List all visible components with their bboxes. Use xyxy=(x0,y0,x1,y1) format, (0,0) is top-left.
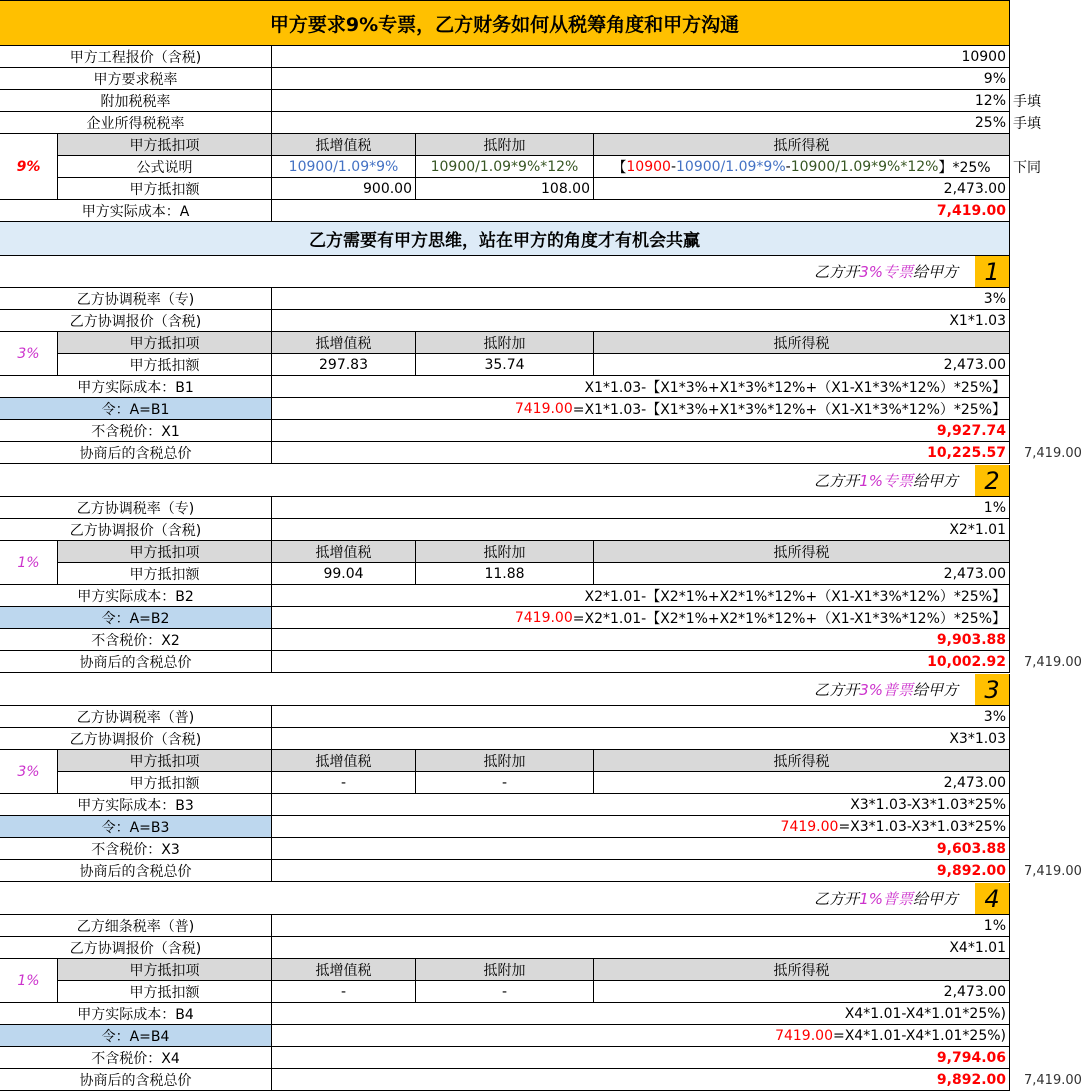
equation-formula xyxy=(272,398,1010,420)
header-surcharge: 抵附加 xyxy=(416,332,594,354)
equation-rest: =X3*1.03-X3*1.03*25% xyxy=(838,818,1006,835)
rate-badge: 1% xyxy=(0,541,58,585)
header-vat: 抵增值税 xyxy=(272,134,416,156)
total-price-label: 协商后的含税总价 xyxy=(0,442,272,464)
amount-surcharge: 11.88 xyxy=(416,563,594,585)
cost-a-value: 7,419.00 xyxy=(272,200,1010,222)
equation-target: 7419.00 xyxy=(775,1027,833,1044)
amount-income-tax: 2,473.00 xyxy=(594,772,1010,794)
coord-price-label: 乙方协调报价（含税) xyxy=(0,519,272,541)
formula-part: - xyxy=(785,158,791,175)
coord-rate-label: 乙方协调税率（专) xyxy=(0,288,272,310)
income-tax-rate-value[interactable]: 25% xyxy=(272,112,1010,134)
net-price-label: 不含税价：X4 xyxy=(0,1047,272,1069)
coord-rate-label: 乙方细条税率（普) xyxy=(0,915,272,937)
formula-part: 10900/1.09*9%*12% xyxy=(790,158,939,175)
net-price-value: 9,603.88 xyxy=(272,838,1010,860)
scenario-number: 4 xyxy=(975,883,1010,915)
required-rate-label: 甲方要求税率 xyxy=(0,68,272,90)
header-vat: 抵增值税 xyxy=(272,332,416,354)
formula-part: 10900 xyxy=(626,158,671,175)
equation-label: 令：A=B1 xyxy=(0,398,272,420)
header-vat: 抵增值税 xyxy=(272,541,416,563)
header-vat: 抵增值税 xyxy=(272,750,416,772)
page-title: 甲方要求9%专票，乙方财务如何从税筹角度和甲方沟通 xyxy=(0,0,1010,46)
header-income-tax: 抵所得税 xyxy=(594,134,1010,156)
deduct-items-label: 甲方抵扣项 xyxy=(58,541,272,563)
header-surcharge: 抵附加 xyxy=(416,750,594,772)
coord-price-label: 乙方协调报价（含税) xyxy=(0,937,272,959)
rate-badge: 3% xyxy=(0,750,58,794)
coord-price-value[interactable]: X3*1.03 xyxy=(272,728,1010,750)
manual-fill-note: 手填 xyxy=(1013,116,1041,132)
header-surcharge: 抵附加 xyxy=(416,959,594,981)
scenario-banner xyxy=(0,465,1010,497)
header-income-tax: 抵所得税 xyxy=(594,541,1010,563)
coord-rate-label: 乙方协调税率（普) xyxy=(0,706,272,728)
banner-prefix: 乙方开 xyxy=(814,890,860,908)
equation-rest: =X1*1.03-【X1*3%+X1*3%*12%+（X1-X1*3%*12%）*25%】 xyxy=(572,401,1006,418)
equation-target: 7419.00 xyxy=(780,818,839,835)
banner-prefix: 乙方开 xyxy=(814,681,860,699)
cost-label: 甲方实际成本：B3 xyxy=(0,794,272,816)
equation-label: 令：A=B2 xyxy=(0,607,272,629)
amount-surcharge: - xyxy=(416,772,594,794)
net-price-value: 9,903.88 xyxy=(272,629,1010,651)
cost-formula: X3*1.03-X3*1.03*25% xyxy=(272,794,1010,816)
equation-formula xyxy=(272,607,1010,629)
scenario-number: 2 xyxy=(975,465,1010,497)
total-price-value: 9,892.00 xyxy=(272,1069,1010,1091)
total-price-label: 协商后的含税总价 xyxy=(0,860,272,882)
header-income-tax: 抵所得税 xyxy=(594,750,1010,772)
same-below-note: 下同 xyxy=(1013,160,1041,176)
side-cost-value: 7,419.00 xyxy=(1024,1072,1082,1088)
formula-part: 【 xyxy=(612,159,627,176)
total-price-label: 协商后的含税总价 xyxy=(0,1069,272,1091)
formula-income xyxy=(594,156,1010,178)
deduct-amount-label: 甲方抵扣额 xyxy=(58,563,272,585)
amount-vat: 900.00 xyxy=(272,178,416,200)
formula-label: 公式说明 xyxy=(58,156,272,178)
side-cost-value: 7,419.00 xyxy=(1024,654,1082,670)
banner-highlight: 1%普票 xyxy=(859,890,913,908)
header-surcharge: 抵附加 xyxy=(416,134,594,156)
deduct-items-label: 甲方抵扣项 xyxy=(58,959,272,981)
amount-vat: - xyxy=(272,981,416,1003)
amount-vat: - xyxy=(272,772,416,794)
scenario-number: 3 xyxy=(975,674,1010,706)
equation-label: 令：A=B3 xyxy=(0,816,272,838)
banner-suffix: 给甲方 xyxy=(912,263,958,281)
coord-price-value[interactable]: X1*1.03 xyxy=(272,310,1010,332)
deduct-amount-label: 甲方抵扣额 xyxy=(58,178,272,200)
amount-surcharge: 108.00 xyxy=(416,178,594,200)
total-price-label: 协商后的含税总价 xyxy=(0,651,272,673)
quote-value[interactable]: 10900 xyxy=(272,46,1010,68)
income-tax-rate-label: 企业所得税税率 xyxy=(0,112,272,134)
equation-rest: =X2*1.01-【X2*1%+X2*1%*12%+（X1-X1*3%*12%）*25%】 xyxy=(572,610,1006,627)
coord-rate-value[interactable]: 1% xyxy=(272,497,1010,519)
banner-suffix: 给甲方 xyxy=(912,681,958,699)
side-cost-value: 7,419.00 xyxy=(1024,863,1082,879)
deduct-items-label: 甲方抵扣项 xyxy=(58,134,272,156)
surcharge-rate-value[interactable]: 12% xyxy=(272,90,1010,112)
amount-vat: 297.83 xyxy=(272,354,416,376)
coord-price-label: 乙方协调报价（含税) xyxy=(0,728,272,750)
cost-formula: X2*1.01-【X2*1%+X2*1%*12%+（X1-X1*3%*12%）*25%】 xyxy=(272,585,1010,607)
total-price-value: 10,225.57 xyxy=(272,442,1010,464)
equation-formula xyxy=(272,1025,1010,1047)
banner-suffix: 给甲方 xyxy=(912,890,958,908)
deduct-amount-label: 甲方抵扣额 xyxy=(58,981,272,1003)
net-price-value: 9,927.74 xyxy=(272,420,1010,442)
coord-price-label: 乙方协调报价（含税) xyxy=(0,310,272,332)
deduct-amount-label: 甲方抵扣额 xyxy=(58,772,272,794)
scenario-banner xyxy=(0,256,1010,288)
amount-income-tax: 2,473.00 xyxy=(594,354,1010,376)
cost-a-label: 甲方实际成本：A xyxy=(0,200,272,222)
surcharge-rate-label: 附加税税率 xyxy=(0,90,272,112)
net-price-label: 不含税价：X3 xyxy=(0,838,272,860)
section-title: 乙方需要有甲方思维，站在甲方的角度才有机会共赢 xyxy=(0,222,1010,256)
coord-price-value[interactable]: X4*1.01 xyxy=(272,937,1010,959)
net-price-label: 不含税价：X1 xyxy=(0,420,272,442)
net-price-label: 不含税价：X2 xyxy=(0,629,272,651)
coord-rate-value[interactable]: 3% xyxy=(272,706,1010,728)
cost-label: 甲方实际成本：B4 xyxy=(0,1003,272,1025)
header-vat: 抵增值税 xyxy=(272,959,416,981)
net-price-value: 9,794.06 xyxy=(272,1047,1010,1069)
coord-rate-label: 乙方协调税率（专) xyxy=(0,497,272,519)
header-income-tax: 抵所得税 xyxy=(594,332,1010,354)
cost-label: 甲方实际成本：B1 xyxy=(0,376,272,398)
amount-vat: 99.04 xyxy=(272,563,416,585)
banner-highlight: 3%普票 xyxy=(859,681,913,699)
equation-label: 令：A=B4 xyxy=(0,1025,272,1047)
cost-label: 甲方实际成本：B2 xyxy=(0,585,272,607)
scenario-banner xyxy=(0,674,1010,706)
quote-label: 甲方工程报价（含税) xyxy=(0,46,272,68)
deduct-items-label: 甲方抵扣项 xyxy=(58,750,272,772)
scenario-banner xyxy=(0,883,1010,915)
coord-price-value[interactable]: X2*1.01 xyxy=(272,519,1010,541)
rate-badge: 1% xyxy=(0,959,58,1003)
rate-badge: 9% xyxy=(0,134,58,200)
amount-surcharge: - xyxy=(416,981,594,1003)
required-rate-value[interactable]: 9% xyxy=(272,68,1010,90)
header-surcharge: 抵附加 xyxy=(416,541,594,563)
coord-rate-value[interactable]: 1% xyxy=(272,915,1010,937)
formula-part: 】*25% xyxy=(938,159,991,176)
amount-income-tax: 2,473.00 xyxy=(594,981,1010,1003)
banner-suffix: 给甲方 xyxy=(912,472,958,490)
total-price-value: 9,892.00 xyxy=(272,860,1010,882)
equation-target: 7419.00 xyxy=(514,400,573,417)
banner-highlight: 1%专票 xyxy=(859,472,913,490)
amount-income-tax: 2,473.00 xyxy=(594,178,1010,200)
equation-target: 7419.00 xyxy=(514,609,573,626)
amount-surcharge: 35.74 xyxy=(416,354,594,376)
formula-part: 10900/1.09*9% xyxy=(676,158,786,175)
cost-formula: X4*1.01-X4*1.01*25%) xyxy=(272,1003,1010,1025)
deduct-items-label: 甲方抵扣项 xyxy=(58,332,272,354)
deduct-amount-label: 甲方抵扣额 xyxy=(58,354,272,376)
equation-formula xyxy=(272,816,1010,838)
banner-highlight: 3%专票 xyxy=(859,263,913,281)
manual-fill-note: 手填 xyxy=(1013,94,1041,110)
cost-formula: X1*1.03-【X1*3%+X1*3%*12%+（X1-X1*3%*12%）*25%】 xyxy=(272,376,1010,398)
banner-prefix: 乙方开 xyxy=(814,263,860,281)
scenario-number: 1 xyxy=(975,256,1010,288)
amount-income-tax: 2,473.00 xyxy=(594,563,1010,585)
side-cost-value: 7,419.00 xyxy=(1024,445,1082,461)
formula-surcharge: 10900/1.09*9%*12% xyxy=(416,156,594,178)
header-income-tax: 抵所得税 xyxy=(594,959,1010,981)
coord-rate-value[interactable]: 3% xyxy=(272,288,1010,310)
rate-badge: 3% xyxy=(0,332,58,376)
total-price-value: 10,002.92 xyxy=(272,651,1010,673)
formula-part: - xyxy=(670,158,676,175)
banner-prefix: 乙方开 xyxy=(814,472,860,490)
formula-vat: 10900/1.09*9% xyxy=(272,156,416,178)
equation-rest: =X4*1.01-X4*1.01*25%) xyxy=(832,1027,1006,1044)
